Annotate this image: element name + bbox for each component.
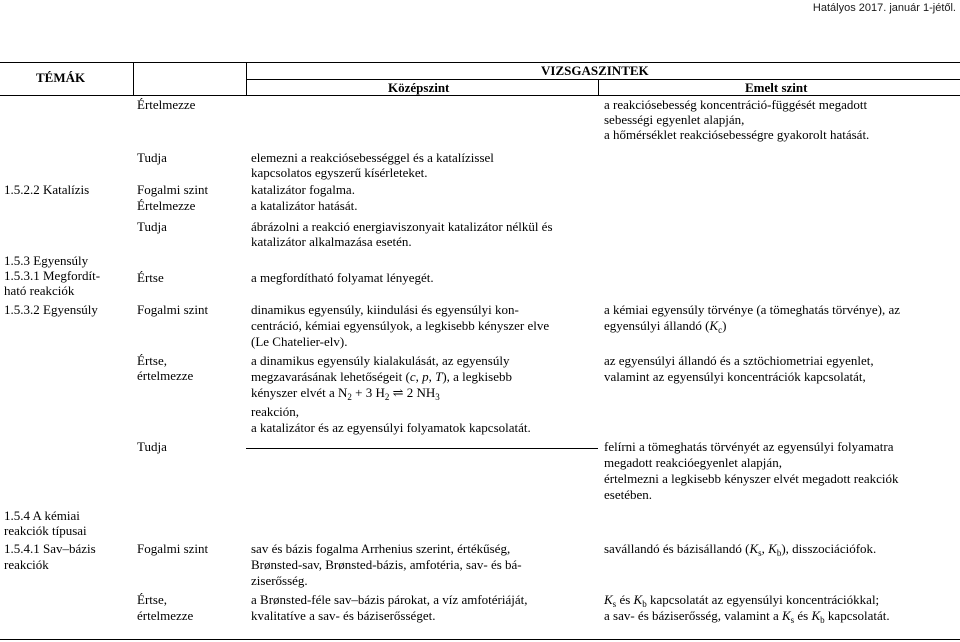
subscript-s: s [612,599,617,609]
symbol-k: K [633,592,643,607]
subscript-2: 2 [347,392,352,402]
separator: , [415,369,423,384]
equilibrium-arrow: ⇌ 2 NH [389,385,436,400]
kozep-text [251,385,440,400]
symbol-t: T [435,369,443,384]
kozep-text [251,369,512,384]
kozep-text: Brønsted-sav, Brønsted-bázis, amfotéria, sav- és bá- [251,557,522,572]
col-header-vizsgaszintek: VIZSGASZINTEK [541,63,649,78]
kozep-text: dinamikus egyensúly, kiindulási és egyensúlyi kon- [251,302,519,317]
emelt-text: esetében. [604,487,653,502]
level-label: értelmezze [137,608,194,623]
emelt-text: felírni a tömeghatás törvényét az egyensúlyi folyamatra [604,439,894,454]
topic-label: 1.5.4 A kémiai [4,508,80,523]
topic-label: reakciók típusai [4,523,87,538]
emelt-text [604,608,890,623]
topic-label: 1.5.3 Egyensúly [4,253,89,268]
kozep-text-part: ), a legkisebb [442,369,512,384]
emelt-text [604,541,876,556]
subscript-b: b [642,599,647,609]
kozep-text: katalizátor alkalmazása esetén. [251,234,412,249]
level-label: Tudja [137,150,167,165]
emelt-text: a kémiai egyensúly törvénye (a tömeghatás törvénye), az [604,302,900,317]
kozep-text-part: megzavarásának lehetőségeit ( [251,369,410,384]
topic-label: 1.5.3.1 Megfordít- [4,268,101,283]
kozep-text: a dinamikus egyensúly kialakulását, az egyensúly [251,353,510,368]
kozep-text: ábrázolni a reakció energiaviszonyait katalizátor nélkül és [251,219,553,234]
topic-label: 1.5.4.1 Sav–bázis [4,541,96,556]
topic-label: ható reakciók [4,283,75,298]
emelt-text: a hőmérséklet reakciósebességre gyakorolt hatását. [604,127,870,142]
level-label: Értse, [137,592,167,607]
level-label: Fogalmi szint [137,541,209,556]
emelt-text-part: a sav- és báziserősség, valamint a [604,608,782,623]
kozep-text: elemezni a reakciósebességgel és a katalízissel [251,150,494,165]
topic-label: reakciók [4,557,49,572]
level-label: Fogalmi szint [137,302,209,317]
symbol-k: K [781,608,791,623]
cell-line [246,448,598,449]
kozep-text: a megfordítható folyamat lényegét. [251,270,434,285]
emelt-text: az egyensúlyi állandó és a sztöchiometriai egyenlet, [604,353,874,368]
emelt-text-part: és [616,592,634,607]
row-divider [0,639,960,640]
symbol-k: K [604,592,613,607]
col-header-temak: TÉMÁK [36,70,86,85]
column-divider-emelt [598,79,599,95]
kozep-text: (Le Chatelier-elv). [251,334,348,349]
col-header-emelt: Emelt szint [745,80,808,95]
subscript-s: s [758,548,762,558]
level-label: Értse [137,270,164,285]
emelt-text [604,592,879,607]
column-divider-topics [133,62,134,95]
level-label: Tudja [137,439,167,454]
emelt-text: valamint az egyensúlyi koncentrációk kapcsolatát, [604,369,866,384]
separator: , [761,541,769,556]
subscript-c: c [718,325,723,335]
subscript-s: s [790,615,795,625]
symbol-c: c [409,369,416,384]
level-label: Értelmezze [137,198,196,213]
kozep-text: kapcsolatos egyszerű kísérleteket. [251,165,428,180]
kozep-text: centráció, kémiai egyensúlyok, a legkisebb kényszer elve [251,318,550,333]
level-label: Tudja [137,219,167,234]
column-divider-levels [246,62,247,95]
symbol-p: p [422,369,429,384]
topic-label: 1.5.2.2 Katalízis [4,182,90,197]
emelt-text-part: ) [722,318,727,333]
level-label: Értse, [137,353,167,368]
validity-header: Hatályos 2017. január 1-jétől. [812,2,956,14]
emelt-text: megadott reakcióegyenlet alapján, [604,455,782,470]
kozep-text-part: + 3 H [351,385,385,400]
kozep-text: kvalitatíve a sav- és báziserősséget. [251,608,436,623]
emelt-text-part: kapcsolatát. [824,608,890,623]
emelt-text-part: egyensúlyi állandó ( [604,318,710,333]
symbol-k: K [709,318,719,333]
kozep-text: katalizátor fogalma. [251,182,355,197]
col-header-kozepszint: Középszint [388,80,450,95]
subscript-b: b [820,615,825,625]
emelt-text-part: kapcsolatát az egyensúlyi koncentrációkkal; [646,592,880,607]
kozep-text: a katalizátor hatását. [251,198,358,213]
emelt-text: értelmezni a legkisebb kényszer elvét megadott reakciók [604,471,899,486]
symbol-k: K [768,541,777,556]
subheader-line [246,79,960,80]
emelt-text-part: savállandó és bázisállandó ( [604,541,750,556]
kozep-text: ziserősség. [251,573,308,588]
subscript-b: b [776,548,782,558]
emelt-text: a reakciósebesség koncentráció-függését megadott [604,97,868,112]
kozep-text: sav és bázis fogalma Arrhenius szerint, értékűség, [251,541,511,556]
emelt-text-part: ), disszociációfok. [781,541,877,556]
emelt-text [604,318,726,333]
symbol-k: K [749,541,759,556]
emelt-text-part: és [794,608,812,623]
separator: , [428,369,436,384]
kozep-text: a katalizátor és az egyensúlyi folyamatok kapcsolatát. [251,420,531,435]
emelt-text: sebességi egyenlet alapján, [604,112,745,127]
symbol-k: K [811,608,821,623]
kozep-text: a Brønsted-féle sav–bázis párokat, a víz amfotériáját, [251,592,528,607]
kozep-text-part: kényszer elvét a N [251,385,348,400]
topic-label: 1.5.3.2 Egyensúly [4,302,98,317]
level-label: Értelmezze [137,97,196,112]
kozep-text: reakción, [251,404,300,419]
level-label: értelmezze [137,368,194,383]
level-label: Fogalmi szint [137,182,209,197]
subscript-2: 2 [384,392,390,402]
subscript-3: 3 [435,392,440,402]
table-top-border [0,62,960,63]
header-bottom-line [0,95,960,96]
